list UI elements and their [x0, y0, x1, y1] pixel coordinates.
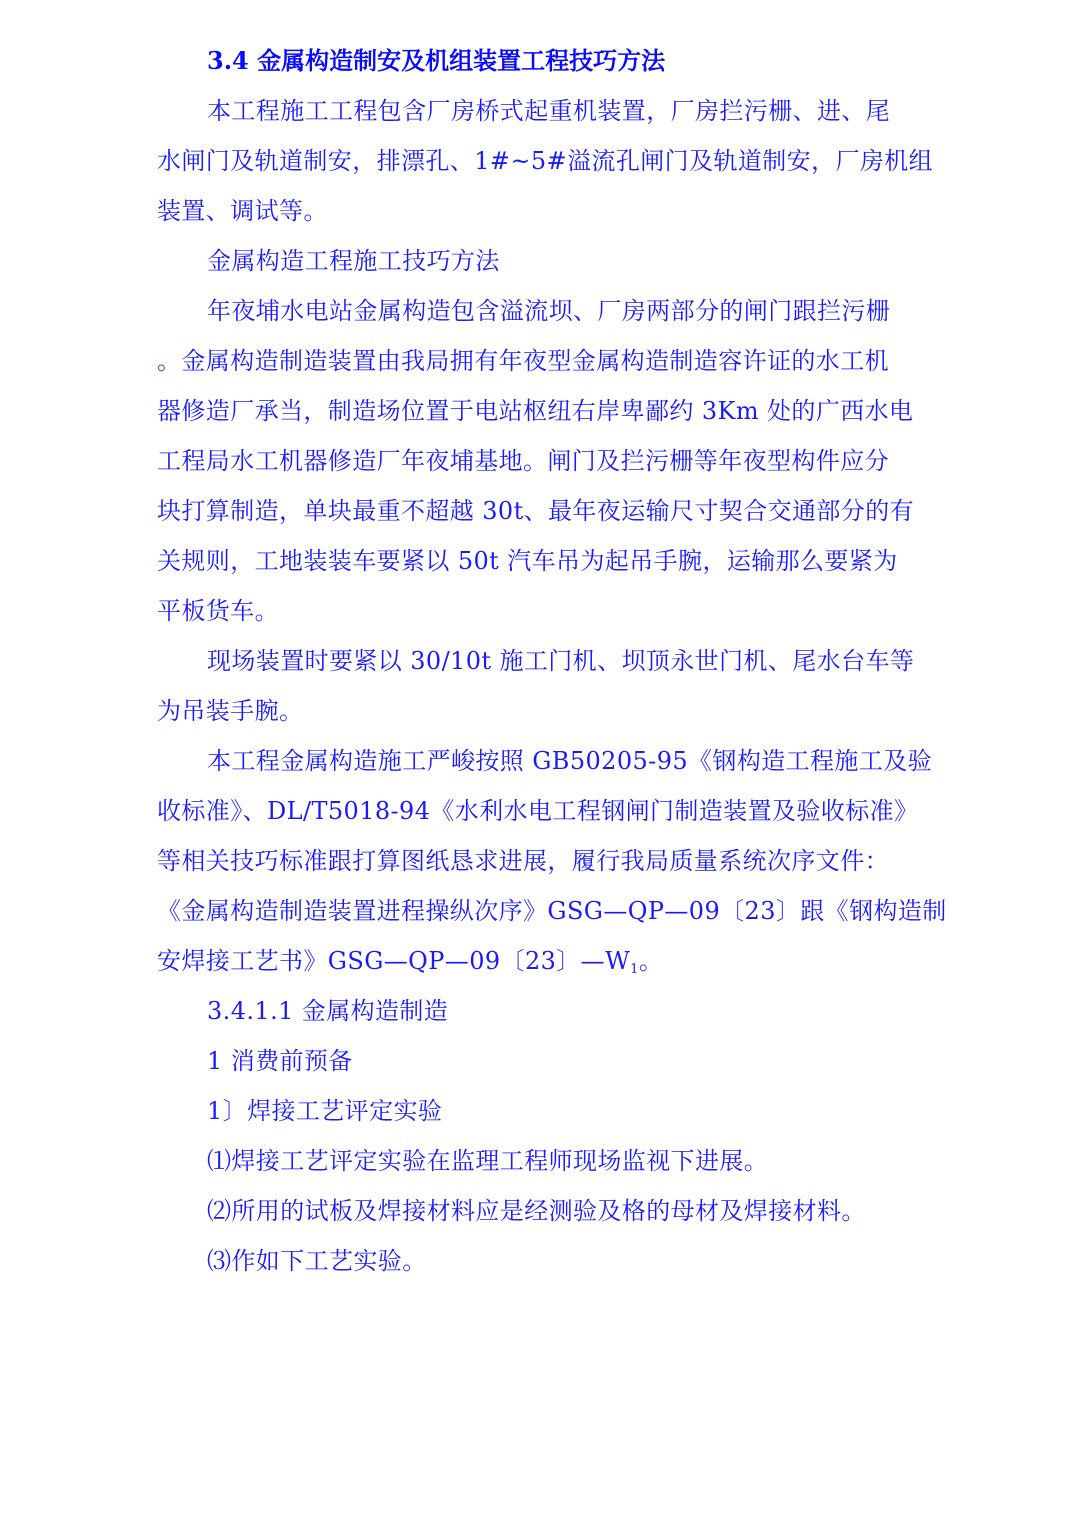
paragraph-line: 器修造厂承当，制造场位置于电站枢纽右岸卑鄙约 3Km 处的广西水电 — [157, 397, 914, 425]
paragraph-line: 块打算制造，单块最重不超越 30t、最年夜运输尺寸契合交通部分的有 — [157, 497, 915, 525]
paragraph-scope — [157, 86, 934, 236]
paragraph-line: 本工程金属构造施工严峻按照 GB50205-95《钢构造工程施工及验 — [207, 747, 933, 775]
paragraph-line-end: 。 — [638, 947, 664, 975]
list-item: ⑵所用的试板及焊接材料应是经测验及格的母材及焊接材料。 — [207, 1197, 866, 1225]
paragraph-line: 本工程施工工程包含厂房桥式起重机装置，厂房拦污栅、进、尾 — [207, 97, 891, 125]
paragraph-subtitle — [157, 236, 927, 286]
list-heading: 1 消费前预备 — [207, 1047, 353, 1075]
section-heading: 3.4 金属构造制安及机组装置工程技巧方法 — [207, 46, 666, 75]
paragraph-installation — [157, 636, 927, 736]
paragraph-line: 等相关技巧标准跟打算图纸恳求进展，履行我局质量系统次序文件： — [157, 847, 889, 875]
list-item: ⑴焊接工艺评定实验在监理工程师现场监视下进展。 — [207, 1147, 769, 1175]
paragraph-line: 《金属构造制造装置进程操纵次序》GSG—QP—09〔23〕跟《钢构造制 — [157, 897, 947, 925]
list-item: ⑶作如下工艺实验。 — [207, 1247, 427, 1275]
subscript-text: 1 — [630, 962, 639, 977]
list-item: 1〕焊接工艺评定实验 — [207, 1097, 443, 1125]
paragraph-line: 装置、调试等。 — [157, 197, 328, 225]
paragraph-line: 水闸门及轨道制安，排漂孔、1#~5#溢流孔闸门及轨道制安，厂房机组 — [157, 147, 934, 175]
document-body — [157, 36, 947, 1286]
subsection-heading: 3.4.1.1 金属构造制造 — [207, 997, 449, 1025]
paragraph-line: 工程局水工机器修造厂年夜埔基地。闸门及拦污栅等年夜型构件应分 — [157, 447, 889, 475]
paragraph-line: 年夜埔水电站金属构造包含溢流坝、厂房两部分的闸门跟拦污栅 — [207, 297, 891, 325]
paragraph-overview — [157, 286, 927, 636]
paragraph-line: 为吊装手腕。 — [157, 697, 304, 725]
paragraph-line-text: 安焊接工艺书》GSG—QP—09〔23〕—W — [157, 947, 631, 975]
paragraph-line: 。金属构造制造装置由我局拥有年夜型金属构造制造容许证的水工机 — [157, 347, 889, 375]
paragraph-line: 平板货车。 — [157, 597, 279, 625]
paragraph-line: 现场装置时要紧以 30/10t 施工门机、坝顶永世门机、尾水台车等 — [207, 647, 915, 675]
paragraph-standards — [157, 736, 947, 986]
paragraph-line: 金属构造工程施工技巧方法 — [207, 247, 500, 275]
paragraph-line — [157, 936, 927, 986]
paragraph-line: 收标准》、DL/T5018-94《水利水电工程钢闸门制造装置及验收标准》 — [157, 797, 919, 825]
paragraph-line: 关规则，工地装装车要紧以 50t 汽车吊为起吊手腕，运输那么要紧为 — [157, 547, 898, 575]
